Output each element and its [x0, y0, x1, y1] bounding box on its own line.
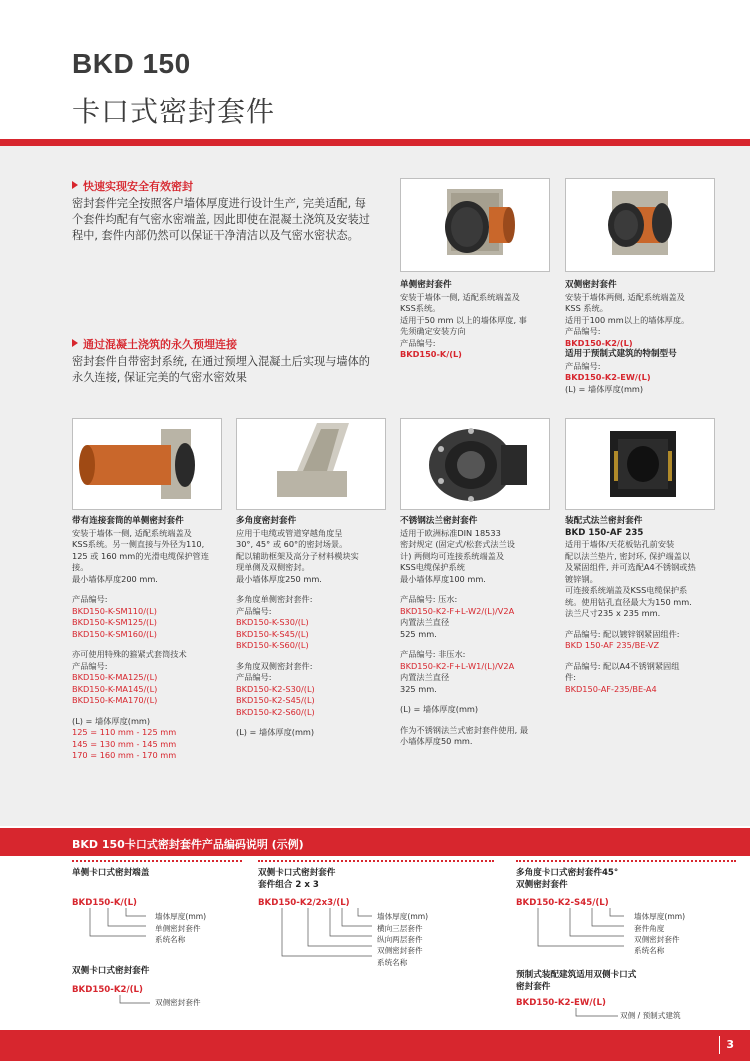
double-side-kit-title: 双侧密封套件 [565, 280, 617, 290]
dotted-divider [516, 860, 736, 862]
single-side-kit-code: BKD150-K/(L) [400, 349, 462, 359]
code-breakdown-lines [574, 1008, 620, 1022]
angled-kit-illustration [237, 419, 385, 509]
triangle-arrow-icon [72, 339, 78, 347]
header-red-rule [0, 139, 750, 146]
single-side-kit-title: 单侧密封套件 [400, 280, 452, 290]
prefab-variant-title: 适用于预制式建筑的特制型号 [565, 349, 677, 359]
sleeve-kit-title: 带有连接套筒的单侧密封套件 [72, 516, 184, 526]
code-group-title: 双侧卡口式密封套件 [72, 966, 150, 976]
single-side-kit-illustration [401, 179, 549, 271]
caption-double-side-kit: 双侧密封套件 安装于墙体两侧, 适配系统端盖及 KSS 系统。 适用于100 mm以上的墙体厚度。 产品编号: BKD150-K2/(L) 适用于预制式建筑的特制型号 产品编号: BKD150-K2-EW/(L) (L) = 墙体厚度(mm) [565, 280, 725, 395]
code-group-code: BKD150-K/(L) [72, 898, 137, 908]
mounted-flange-kit-model: BKD 150-AF 235 [565, 527, 644, 538]
code-breakdown-lines [278, 908, 374, 968]
product-code: BKD150-K-MA170/(L) [72, 695, 158, 705]
footer-bar [0, 1030, 750, 1061]
double-side-kit-illustration [566, 179, 714, 271]
product-code: BKD150-K-S30/(L) [236, 617, 309, 627]
image-double-side-kit [565, 178, 715, 272]
flange-kit-illustration [401, 419, 549, 509]
page-title: 卡口式密封套件 [72, 95, 276, 128]
product-code: BKD150-AF-235/BE-A4 [565, 683, 657, 694]
dotted-divider [258, 860, 494, 862]
flange-kit-title: 不锈钢法兰密封套件 [400, 516, 478, 526]
product-code: BKD150-K2-S45/(L) [236, 695, 315, 705]
dotted-divider [72, 860, 242, 862]
caption-flange-kit: 不锈钢法兰密封套件 适用于欧洲标准DIN 18533 密封规定 (固定式/松套式法兰设 计) 两侧均可连接系统端盖及 KSS电缆保护系统 最小墙体厚度100 mm. 产品编号: 压水: BKD150-K2-F+L-W2/(L)/V2A 内置法兰直径 525 mm. 产品编号: 非压水: BKD150-K2-F+L-W1/(L)/V2A 内置法兰直径 325 mm. (L) = 墙体厚度(mm) 作为不锈钢法兰式密封套件使用, 最 小墙体厚度50 mm. [400, 516, 562, 748]
product-code: BKD150-K2-S60/(L) [236, 706, 315, 717]
product-code: BKD 150-AF 235/BE-VZ [565, 640, 660, 650]
product-code: BKD150-K-SM125/(L) [72, 617, 157, 627]
section2-body: 密封套件自带密封系统, 在通过预埋入混凝土后实现与墙体的永久连接, 保证完美的气密水密效果 [72, 355, 370, 384]
code-group-code: BKD150-K2-S45/(L) [516, 898, 609, 908]
mounted-flange-kit-illustration [566, 419, 714, 509]
product-code: BKD150-K2-F+L-W1/(L)/V2A [400, 660, 515, 671]
section1-body: 密封套件完全按照客户墙体厚度进行设计生产, 完美适配, 每个套件均配有气密水密端盖, 因此即使在混凝土浇筑及安装过程中, 套件内部仍然可以保证干净清洁以及气密水密状态。 [72, 197, 370, 242]
code-group-code: BKD150-K2/2x3/(L) [258, 898, 350, 908]
double-side-kit-code: BKD150-K2/(L) [565, 337, 633, 348]
caption-single-side-kit: 单侧密封套件 安装于墙体一侧, 适配系统端盖及 KSS系统。 适用于50 mm 以上的墙体厚度, 事 先须确定安装方向 产品编号: BKD150-K/(L) [400, 280, 555, 361]
code-breakdown-lines [118, 995, 152, 1009]
code-section-title: BKD 150卡口式密封套件产品编码说明 (示例) [72, 838, 304, 851]
angled-kit-title: 多角度密封套件 [236, 516, 297, 526]
product-code: BKD150-K2-F+L-W2/(L)/V2A [400, 605, 515, 616]
page-number-divider [719, 1036, 720, 1054]
image-flange-kit [400, 418, 550, 510]
product-code: BKD150-K2-S30/(L) [236, 683, 315, 694]
code-breakdown-lines [88, 908, 148, 948]
code-group-title: 双侧卡口式密封套件 [258, 868, 336, 878]
product-code: BKD150-K-MA145/(L) [72, 683, 158, 694]
code-group-title: 预制式装配建筑适用双侧卡口式 [516, 970, 637, 980]
code-breakdown-lines [534, 908, 626, 958]
code-group-title: 多角度卡口式密封套件45° [516, 868, 619, 878]
code-group-code: BKD150-K2/(L) [72, 985, 143, 995]
product-code: BKD150-K-SM160/(L) [72, 628, 157, 639]
product-code: BKD150-K-SM110/(L) [72, 605, 157, 616]
product-code: BKD150-K-MA125/(L) [72, 672, 158, 682]
page-code-title: BKD 150 [72, 48, 191, 79]
caption-mounted-flange-kit: 装配式法兰密封套件 BKD 150-AF 235 适用于墙体/天花板钻孔前安装 配以法兰垫片, 密封环, 保护端盖以 及紧固组件, 并可选配A4不锈钢或热 镀锌钢。 可连接系统端盖及KSS电缆保护系 统。使用钻孔直径最大为150 mm. 法兰尺寸235 x 235 mm. 产品编号: 配以镀锌钢紧固组件: BKD 150-AF 235/BE-VZ 产品编号: 配以A4不锈钢紧固组 件: BKD150-AF-235/BE-A4 [565, 516, 730, 695]
image-sleeve-kit [72, 418, 222, 510]
product-code: BKD150-K-S45/(L) [236, 628, 309, 639]
code-group-title: 单侧卡口式密封端盖 [72, 868, 150, 878]
caption-sleeve-kit: 带有连接套筒的单侧密封套件 安装于墙体一侧, 适配系统端盖及 KSS系统。另一侧直接与外径为110, 125 或 160 mm的光滑电缆保护管连 接。 最小墙体厚度200 mm. 产品编号: BKD150-K-SM110/(L) BKD150-K-SM125/(L) BKD150-K-SM160/(L) 亦可使用特殊的箍紧式套筒技术 产品编号: BKD150-K-MA125/(L) BKD150-K-MA145/(L) BKD150-K-MA170/(L) (L) = 墙体厚度(mm) 125 = 110 mm - 125 mm 145 = 130 mm - 145 mm 170 = 160 mm - 170 mm [72, 516, 234, 762]
image-single-side-kit [400, 178, 550, 272]
mounted-flange-kit-title: 装配式法兰密封套件 [565, 516, 643, 526]
section1-heading: 快速实现安全有效密封 [72, 178, 193, 194]
page-number: 3 [726, 1038, 734, 1051]
triangle-arrow-icon [72, 181, 78, 189]
code-group-code: BKD150-K2-EW/(L) [516, 998, 606, 1008]
sleeve-kit-illustration [73, 419, 221, 509]
product-code: BKD150-K-S60/(L) [236, 640, 309, 650]
image-angled-kit [236, 418, 386, 510]
caption-angled-kit: 多角度密封套件 应用于电缆或管道穿越角度呈 30°, 45° 或 60°的密封场景。 配以辅助框架及高分子材料模块实 现单侧及双侧密封。 最小墙体厚度250 mm. 多角度单侧密封套件: 产品编号: BKD150-K-S30/(L) BKD150-K-S45/(L) BKD150-K-S60/(L) 多角度双侧密封套件: 产品编号: BKD150-K2-S30/(L) BKD150-K2-S45/(L) BKD150-K2-S60/(L) (L) = 墙体厚度(mm) [236, 516, 398, 739]
prefab-variant-code: BKD150-K2-EW/(L) [565, 372, 651, 382]
image-mounted-flange-kit [565, 418, 715, 510]
section2-heading: 通过混凝土浇筑的永久预埋连接 [72, 336, 237, 352]
